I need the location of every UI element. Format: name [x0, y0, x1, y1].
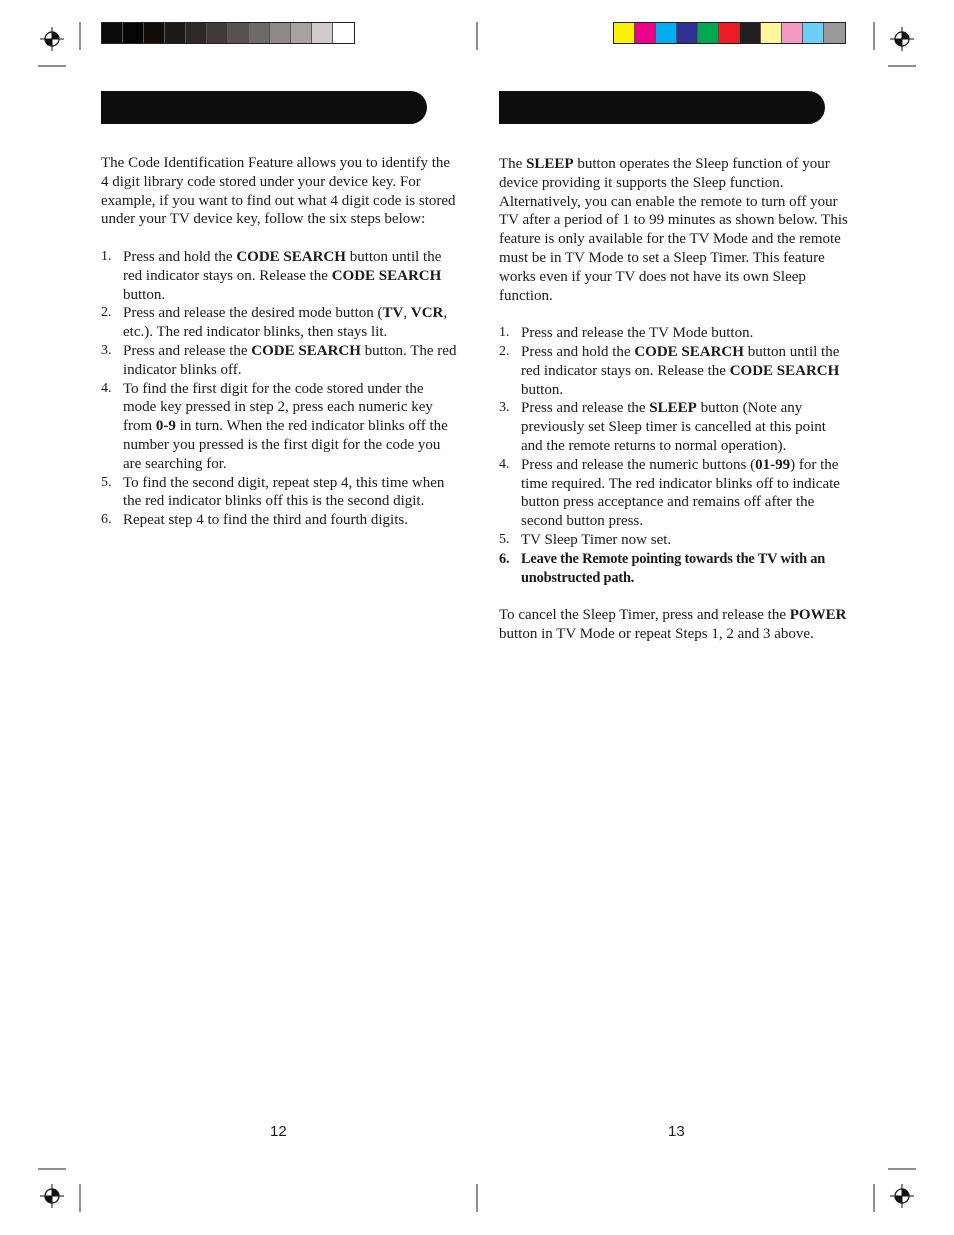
text-run: Press and hold the — [521, 343, 635, 360]
text-run: Press and hold the — [123, 248, 237, 265]
right-column — [499, 155, 851, 644]
gray-swatch — [144, 23, 165, 43]
left-column — [101, 154, 459, 530]
gray-swatch — [270, 23, 291, 43]
step-number: 3. — [101, 342, 112, 358]
text-run: , — [403, 305, 411, 322]
gray-swatch — [102, 23, 123, 43]
right-steps-list — [499, 324, 851, 587]
step-number: 1. — [101, 248, 112, 264]
step-number: 6. — [101, 512, 112, 528]
step-number: 6. — [499, 550, 510, 567]
bold-text: CODE SEARCH — [331, 267, 442, 284]
step-number: 3. — [499, 400, 510, 416]
text-run: button until the red indicator stays on. Release the — [123, 248, 442, 284]
text-run: TV Sleep Timer now set. — [521, 531, 672, 548]
gray-swatch — [186, 23, 207, 43]
text-run: ) for the time required. The red indicator blinks off to indicate button press acceptance and remains off after the second button press. — [521, 456, 840, 530]
bold-text: POWER — [789, 607, 847, 624]
text-run: To find the second digit, repeat step 4, this time when the red indicator blinks off this is the second digit. — [123, 474, 445, 510]
bold-text: SLEEP — [526, 156, 574, 172]
text-run: button (Note any previously set Sleep timer is cancelled at this point and the remote returns to normal operation). — [521, 400, 826, 454]
text-run: button. — [521, 381, 564, 398]
color-swatch — [824, 23, 845, 43]
gray-swatch — [249, 23, 270, 43]
step-number: 2. — [101, 305, 112, 321]
color-swatch — [677, 23, 698, 43]
right-outro — [499, 606, 851, 644]
bold-text: CODE SEARCH — [634, 343, 744, 360]
list-item — [101, 304, 459, 342]
color-swatch-bar — [613, 22, 846, 44]
gray-swatch — [207, 23, 228, 43]
bold-text: CODE SEARCH — [729, 362, 840, 379]
gray-swatch — [165, 23, 186, 43]
text-run: button until the red indicator stays on. Release the — [521, 343, 840, 379]
list-item — [101, 248, 459, 304]
text-run: button. The red indicator blinks off. — [123, 342, 457, 378]
text-run: button. — [123, 286, 166, 303]
list-item — [101, 474, 459, 512]
step-number: 5. — [499, 531, 510, 547]
list-item — [101, 380, 459, 474]
text-run: Press and release the numeric buttons ( — [521, 456, 756, 473]
gray-swatch — [123, 23, 144, 43]
color-swatch — [656, 23, 677, 43]
color-swatch — [803, 23, 824, 43]
list-item — [499, 531, 851, 550]
text-run: Press and release the — [123, 342, 252, 359]
text-run: button operates the Sleep function of your device providing it supports the Sleep function. Alternatively, you can enable the remote to turn off your TV after a period of 1 to 99 minutes as shown below. This feature is only available for the TV Mode and the remote must be in TV Mode to set a Sleep Timer. This feature works even if your TV does not have its own Sleep function. — [499, 156, 848, 304]
bold-text: 01-99 — [755, 456, 791, 473]
text-run: Press and release the — [521, 400, 650, 417]
list-item — [499, 550, 851, 588]
text-run: To cancel the Sleep Timer, press and release the — [499, 607, 790, 624]
list-item — [499, 399, 851, 455]
bold-text: Leave the Remote pointing towards the TV with an unobstructed path. — [521, 550, 826, 586]
bold-text: 0-9 — [155, 418, 176, 435]
text-run: To find the first digit for the code stored under the mode key pressed in step 2, press each numeric key from — [123, 380, 433, 435]
left-intro: The Code Identification Feature allows you to identify the 4 digit library code stored under your device key. For example, if you want to find out what 4 digit code is stored under your TV device key, follow the six steps below: — [101, 155, 456, 228]
right-header-bar — [499, 91, 825, 124]
text-run: in turn. When the red indicator blinks off the number you pressed is the first digit for the code you are searching for. — [123, 418, 448, 472]
color-swatch — [614, 23, 635, 43]
step-number: 5. — [101, 474, 112, 490]
color-swatch — [782, 23, 803, 43]
bold-text: CODE SEARCH — [251, 342, 361, 359]
text-run: , etc.). The red indicator blinks, then stays lit. — [123, 305, 448, 341]
color-swatch — [719, 23, 740, 43]
gray-swatch — [312, 23, 333, 43]
text-run: The — [499, 156, 527, 172]
color-swatch — [761, 23, 782, 43]
color-swatch — [740, 23, 761, 43]
page-number-right: 13 — [668, 1123, 685, 1140]
text-run: Press and release the TV Mode button. — [521, 325, 754, 342]
text-run: Press and release the desired mode button ( — [123, 305, 383, 322]
step-number: 1. — [499, 325, 510, 341]
list-item — [499, 343, 851, 399]
bold-text: CODE SEARCH — [236, 248, 346, 265]
list-item — [101, 511, 459, 530]
list-item — [499, 456, 851, 531]
step-number: 4. — [101, 380, 112, 396]
list-item — [101, 342, 459, 380]
step-number: 4. — [499, 456, 510, 472]
page-number-left: 12 — [270, 1123, 287, 1140]
gray-swatch — [291, 23, 312, 43]
bold-text: VCR — [410, 305, 444, 322]
left-header-bar — [101, 91, 427, 124]
bold-text: SLEEP — [649, 400, 697, 417]
text-run: button in TV Mode or repeat Steps 1, 2 and 3 above. — [499, 625, 814, 642]
text-run: Repeat step 4 to find the third and fourth digits. — [123, 512, 408, 529]
color-swatch — [635, 23, 656, 43]
bold-text: TV — [382, 305, 404, 322]
right-intro — [499, 155, 851, 305]
list-item — [499, 324, 851, 343]
color-swatch — [698, 23, 719, 43]
left-steps-list — [101, 248, 459, 530]
gray-swatch — [333, 23, 354, 43]
gray-swatch — [228, 23, 249, 43]
gray-swatch-bar — [101, 22, 355, 44]
step-number: 2. — [499, 343, 510, 359]
